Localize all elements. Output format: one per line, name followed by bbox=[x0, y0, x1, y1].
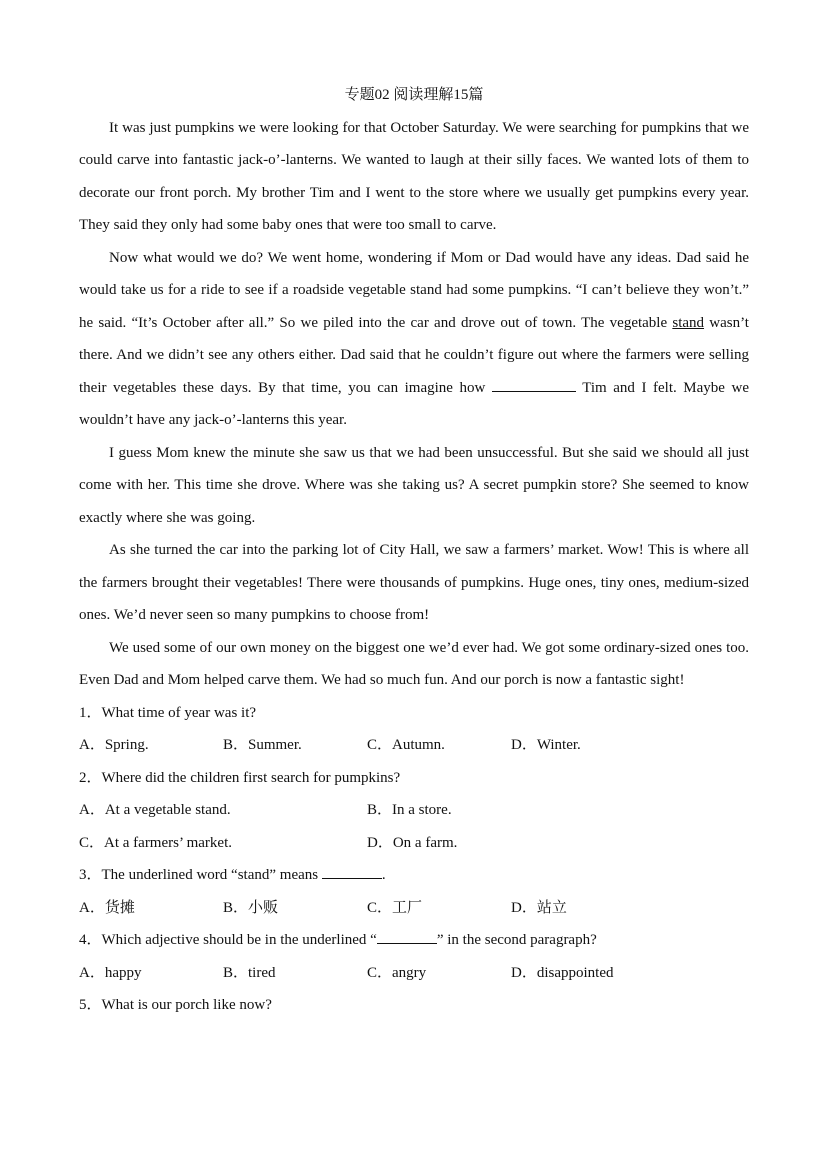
paragraph-1: It was just pumpkins we were looking for that October Saturday. We were searching for pumpkins that we could carve into fantastic jack-o’-lanterns. We wanted to laugh at their silly faces. We wanted lots of them to decorate our front porch. My brother Tim and I went to the store where we usually get pumpkins every year. They said they only had some baby ones that were too small to carve. bbox=[79, 119, 749, 233]
option-b: B．小贩 bbox=[223, 899, 279, 916]
paragraph-3: I guess Mom knew the minute she saw us that we had been unsuccessful. But she said we should all just come with her. This time she drove. Where was she taking us? A secret pumpkin store? She seemed to know exactly where she was going. bbox=[79, 444, 749, 526]
question-2-options-row-1 bbox=[79, 794, 749, 827]
question-4-end: ” in the second paragraph? bbox=[436, 932, 597, 948]
question-2: 2．Where did the children first search for pumpkins? bbox=[79, 769, 401, 786]
question-4-options bbox=[79, 957, 749, 990]
option-c: C．Autumn. bbox=[367, 737, 445, 753]
question-1-options bbox=[79, 729, 749, 762]
paragraph-4: As she turned the car into the parking lot of City Hall, we saw a farmers’ market. Wow! This is where all the farmers brought their vegetables! There were thousands of pumpkins. Huge ones, tiny ones, medium-sized ones. We’d never seen so many pumpkins to choose from! bbox=[79, 542, 749, 623]
option-b: B．tired bbox=[223, 964, 276, 981]
question-3-text: 3．The underlined word “stand” means bbox=[79, 867, 322, 883]
document-page bbox=[79, 79, 749, 1022]
question-4 bbox=[79, 924, 749, 957]
option-d: D．Winter. bbox=[511, 737, 581, 753]
paragraph-2-part-b: wasn’t there. And we didn’t see any others either. Dad said that he couldn’t figure out where the farmers were selling their vegetables these days. By that time, you can imagine how bbox=[79, 314, 749, 396]
paragraph-2-part-a: Now what would we do? We went home, wondering if Mom or Dad would have any ideas. Dad said he would take us for a ride to see if a roadside vegetable stand had some pumpkins. “I can’t believe they won’t.” he said. “It’s October after all.” So we piled into the car and drove out of town. The vegetable bbox=[79, 249, 749, 331]
option-c: C．At a farmers’ market. bbox=[79, 834, 232, 851]
option-a: A．货摊 bbox=[79, 899, 135, 916]
underlined-word-stand: stand bbox=[672, 314, 705, 331]
question-1: 1．What time of year was it? bbox=[79, 704, 257, 721]
question-5: 5．What is our porch like now? bbox=[79, 997, 272, 1013]
paragraph-2-part-c: Tim and I felt. Maybe we wouldn’t have any jack-o’-lanterns this year. bbox=[79, 379, 750, 428]
option-b: B．Summer. bbox=[223, 737, 302, 753]
option-d: D．disappointed bbox=[511, 964, 614, 981]
option-b: B．In a store. bbox=[367, 802, 452, 818]
question-3-options bbox=[79, 892, 749, 925]
question-3-end: . bbox=[381, 867, 386, 883]
blank-line bbox=[377, 930, 437, 944]
paragraph-5: We used some of our own money on the biggest one we’d ever had. We got some ordinary-sized ones too. Even Dad and Mom helped carve them. We had so much fun. And our porch is now a fantastic sight! bbox=[79, 639, 749, 688]
option-a: A．At a vegetable stand. bbox=[79, 802, 231, 818]
option-c: C．工厂 bbox=[367, 899, 423, 916]
question-2-options-row-2 bbox=[79, 827, 749, 860]
paragraph-2 bbox=[79, 242, 749, 437]
blank-line bbox=[492, 378, 576, 392]
option-a: A．Spring. bbox=[79, 737, 149, 753]
option-d: D．站立 bbox=[511, 899, 567, 916]
option-d: D．On a farm. bbox=[367, 834, 458, 851]
option-a: A．happy bbox=[79, 964, 142, 981]
question-3 bbox=[79, 859, 749, 892]
document-title: 专题02 阅读理解15篇 bbox=[344, 87, 484, 103]
question-4-text: 4．Which adjective should be in the underlined “ bbox=[79, 932, 377, 948]
option-c: C．angry bbox=[367, 964, 427, 981]
blank-line bbox=[322, 865, 382, 879]
